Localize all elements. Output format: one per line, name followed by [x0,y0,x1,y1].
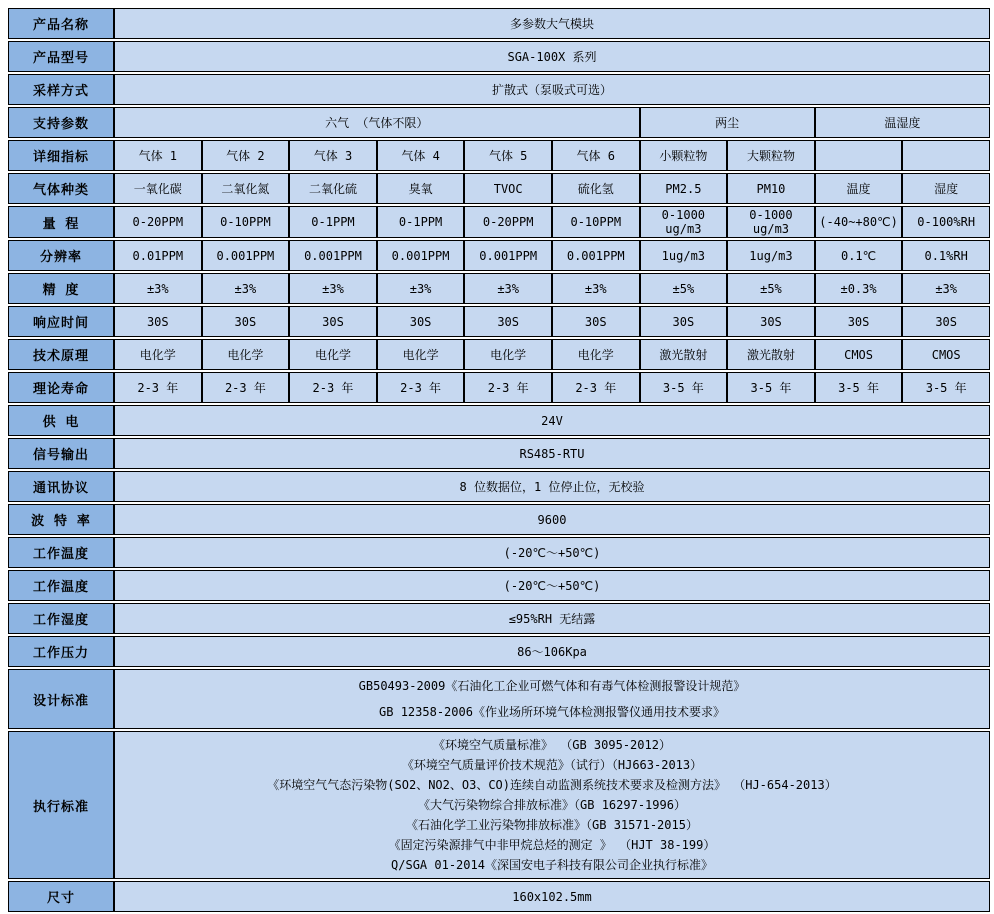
row-header: 采样方式 [8,74,114,105]
table-row [8,339,990,370]
spec-cell: 3-5 年 [727,372,815,403]
spec-cell: 气体 4 [377,140,465,171]
spec-cell: ±0.3% [815,273,903,304]
row-header: 量 程 [8,206,114,238]
row-header: 波 特 率 [8,504,114,535]
spec-cell: 0.001PPM [377,240,465,271]
spec-cell: 0.001PPM [552,240,640,271]
spec-cell: 0-1PPM [289,206,377,238]
spec-cell: 多参数大气模块 [114,8,990,39]
spec-cell: RS485-RTU [114,438,990,469]
table-row [8,603,990,634]
row-header: 信号输出 [8,438,114,469]
spec-cell: 2-3 年 [114,372,202,403]
table-row [8,140,990,171]
spec-cell: SGA-100X 系列 [114,41,990,72]
table-row [8,881,990,912]
table-row [8,74,990,105]
spec-cell: 气体 5 [464,140,552,171]
row-header: 工作温度 [8,570,114,601]
spec-cell: 30S [902,306,990,337]
spec-cell [114,669,990,729]
spec-cell: 湿度 [902,173,990,204]
spec-cell: 0-1000 ug/m3 [640,206,728,238]
spec-cell: 0-1PPM [377,206,465,238]
table-row [8,405,990,436]
spec-cell: 温度 [815,173,903,204]
spec-cell: 气体 6 [552,140,640,171]
spec-cell: 小颗粒物 [640,140,728,171]
standard-line: 《环境空气质量评价技术规范》（试行）（HJ663-2013） [401,758,703,772]
spec-cell: ≤95%RH 无结露 [114,603,990,634]
spec-cell: 1ug/m3 [727,240,815,271]
table-row [8,107,990,138]
spec-cell: 160x102.5mm [114,881,990,912]
row-header: 工作湿度 [8,603,114,634]
spec-cell: ±3% [114,273,202,304]
row-header: 工作压力 [8,636,114,667]
spec-cell: 86～106Kpa [114,636,990,667]
spec-cell: 气体 1 [114,140,202,171]
row-header: 产品名称 [8,8,114,39]
spec-cell: 2-3 年 [552,372,640,403]
spec-cell: 二氧化氮 [202,173,290,204]
spec-cell: (-20℃～+50℃) [114,537,990,568]
spec-cell: 温湿度 [815,107,990,138]
standard-line: 《环境空气质量标准》 （GB 3095-2012） [433,738,671,752]
row-header: 精 度 [8,273,114,304]
spec-cell: 六气 （气体不限） [114,107,640,138]
spec-cell: 0-10PPM [202,206,290,238]
spec-cell [902,140,990,171]
spec-cell: 30S [464,306,552,337]
row-header: 尺寸 [8,881,114,912]
spec-cell: 8 位数据位，1 位停止位，无校验 [114,471,990,502]
spec-cell: 1ug/m3 [640,240,728,271]
table-row [8,731,990,879]
spec-cell: 30S [114,306,202,337]
spec-cell: 0.001PPM [202,240,290,271]
spec-cell: 30S [202,306,290,337]
standard-line: 《石油化学工业污染物排放标准》（GB 31571-2015） [406,818,698,832]
spec-cell: 电化学 [552,339,640,370]
spec-cell: ±5% [640,273,728,304]
spec-cell: ±5% [727,273,815,304]
spec-cell: 臭氧 [377,173,465,204]
spec-cell: 一氧化碳 [114,173,202,204]
table-row [8,8,990,39]
standard-line: 《大气污染物综合排放标准》（GB 16297-1996） [418,798,686,812]
spec-cell: CMOS [815,339,903,370]
spec-cell: ±3% [902,273,990,304]
spec-cell [114,731,990,879]
row-header: 设计标准 [8,669,114,729]
table-row [8,636,990,667]
row-header: 执行标准 [8,731,114,879]
spec-cell: 二氧化硫 [289,173,377,204]
spec-cell: 2-3 年 [377,372,465,403]
spec-cell: 30S [815,306,903,337]
spec-cell: TVOC [464,173,552,204]
table-row [8,471,990,502]
standard-line: Q/SGA 01-2014《深国安电子科技有限公司企业执行标准》 [391,858,713,872]
spec-cell: 激光散射 [640,339,728,370]
spec-cell: 电化学 [114,339,202,370]
table-row [8,240,990,271]
row-header: 气体种类 [8,173,114,204]
table-row [8,570,990,601]
spec-cell: 0.1%RH [902,240,990,271]
spec-cell: 30S [289,306,377,337]
table-row [8,372,990,403]
standard-line: GB 12358-2006《作业场所环境气体检测报警仪通用技术要求》 [379,705,725,719]
spec-cell: 两尘 [640,107,815,138]
spec-cell: CMOS [902,339,990,370]
spec-cell: ±3% [464,273,552,304]
spec-cell: 0-1000 ug/m3 [727,206,815,238]
spec-cell: PM2.5 [640,173,728,204]
spec-cell: 30S [552,306,640,337]
spec-table-body [8,8,990,912]
table-row [8,306,990,337]
spec-cell: 电化学 [202,339,290,370]
spec-cell: 0.001PPM [289,240,377,271]
spec-cell: ±3% [202,273,290,304]
table-row [8,669,990,729]
spec-cell: ±3% [377,273,465,304]
product-spec-table [8,6,990,914]
spec-cell: 0-20PPM [464,206,552,238]
table-row [8,504,990,535]
spec-cell: PM10 [727,173,815,204]
spec-cell: 30S [727,306,815,337]
standard-line: GB50493-2009《石油化工企业可燃气体和有毒气体检测报警设计规范》 [358,679,746,693]
row-header: 理论寿命 [8,372,114,403]
table-row [8,173,990,204]
spec-cell: 2-3 年 [202,372,290,403]
row-header: 工作温度 [8,537,114,568]
spec-cell: 0-20PPM [114,206,202,238]
spec-cell: (-40~+80℃) [815,206,903,238]
row-header: 支持参数 [8,107,114,138]
spec-cell: 气体 2 [202,140,290,171]
spec-cell: 扩散式（泵吸式可选） [114,74,990,105]
spec-cell: 气体 3 [289,140,377,171]
spec-cell: 0-10PPM [552,206,640,238]
row-header: 分辨率 [8,240,114,271]
spec-cell: 3-5 年 [815,372,903,403]
spec-cell: 2-3 年 [464,372,552,403]
spec-cell: 0.1℃ [815,240,903,271]
spec-cell [815,140,903,171]
spec-cell: 3-5 年 [902,372,990,403]
table-row [8,273,990,304]
spec-cell: ±3% [552,273,640,304]
spec-cell: 24V [114,405,990,436]
spec-cell: 30S [640,306,728,337]
spec-cell: 硫化氢 [552,173,640,204]
spec-cell: 0.01PPM [114,240,202,271]
spec-cell: 0-100%RH [902,206,990,238]
spec-cell: 大颗粒物 [727,140,815,171]
spec-cell: ±3% [289,273,377,304]
spec-cell: 电化学 [464,339,552,370]
spec-cell: 电化学 [377,339,465,370]
standard-line: 《环境空气气态污染物(SO2、NO2、O3、CO)连续自动监测系统技术要求及检测方法》 （HJ-654-2013） [267,778,837,792]
standard-line: 《固定污染源排气中非甲烷总烃的测定 》 （HJT 38-199） [388,838,716,852]
table-row [8,438,990,469]
spec-cell: (-20℃～+50℃) [114,570,990,601]
spec-cell: 0.001PPM [464,240,552,271]
row-header: 产品型号 [8,41,114,72]
row-header: 通讯协议 [8,471,114,502]
spec-cell: 30S [377,306,465,337]
row-header: 详细指标 [8,140,114,171]
spec-cell: 3-5 年 [640,372,728,403]
table-row [8,41,990,72]
table-row [8,537,990,568]
row-header: 供 电 [8,405,114,436]
spec-cell: 激光散射 [727,339,815,370]
spec-cell: 9600 [114,504,990,535]
spec-cell: 2-3 年 [289,372,377,403]
spec-cell: 电化学 [289,339,377,370]
row-header: 技术原理 [8,339,114,370]
row-header: 响应时间 [8,306,114,337]
table-row [8,206,990,238]
